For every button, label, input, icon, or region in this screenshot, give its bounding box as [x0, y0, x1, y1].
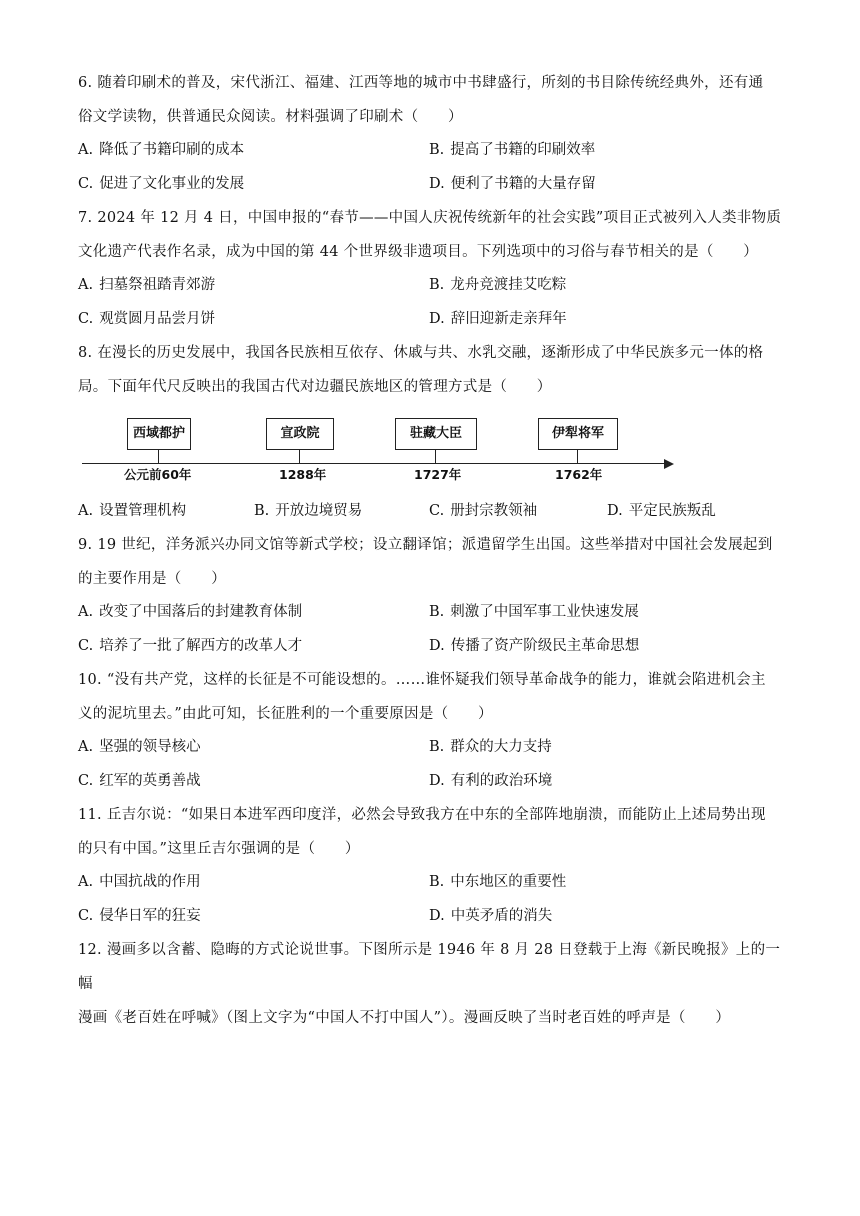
question-line: 7. 2024 年 12 月 4 日，中国申报的“春节——中国人庆祝传统新年的社会实践”项目正式被列入人类非物质 [78, 210, 782, 226]
timeline-tick [158, 450, 159, 464]
option-text: 有利的政治环境 [450, 773, 553, 789]
option-text: 刺激了中国军事工业快速发展 [450, 604, 639, 620]
option-text: 改变了中国落后的封建教育体制 [99, 604, 303, 620]
question-line: 漫画《老百姓在呼喊》（图上文字为“中国人不打中国人”）。漫画反映了当时老百姓的呼声是（ ） [78, 1010, 731, 1026]
timeline-box-4: 伊犁将军 [538, 418, 618, 450]
option-text: 辞旧迎新走亲拜年 [450, 311, 567, 327]
question-12-stem [78, 933, 783, 1035]
option-label: B. [254, 503, 270, 519]
question-10-options-row-2 [78, 764, 783, 798]
question-10-stem [78, 663, 783, 731]
option-a[interactable] [78, 494, 186, 528]
option-text: 中英矛盾的消失 [450, 908, 553, 924]
option-label: D. [607, 503, 623, 519]
option-text: 红军的英勇善战 [99, 773, 201, 789]
question-7-stem [78, 201, 783, 269]
option-b[interactable] [429, 865, 566, 899]
question-line: 义的泥坑里去。”由此可知，长征胜利的一个重要原因是（ ） [78, 706, 493, 722]
option-label: A. [78, 739, 94, 755]
option-label: D. [429, 311, 445, 327]
question-8-stem [78, 336, 783, 404]
option-d[interactable] [429, 629, 639, 663]
question-9-stem [78, 528, 783, 596]
option-label: A. [78, 142, 94, 158]
option-label: D. [429, 908, 445, 924]
option-label: A. [78, 604, 94, 620]
option-c[interactable] [78, 302, 215, 336]
option-b[interactable] [429, 133, 595, 167]
timeline-box-2: 宣政院 [266, 418, 334, 450]
option-b[interactable] [429, 730, 552, 764]
question-7-options-row-1 [78, 268, 783, 302]
option-label: B. [429, 739, 445, 755]
timeline-date-4: 1762年 [555, 467, 603, 482]
option-label: D. [429, 773, 445, 789]
question-line: 俗文学读物，供普通民众阅读。材料强调了印刷术（ ） [78, 109, 463, 125]
timeline-tick [299, 450, 300, 464]
question-9-options-row-1 [78, 595, 783, 629]
option-c[interactable] [78, 764, 201, 798]
option-a[interactable] [78, 133, 244, 167]
option-c[interactable] [78, 899, 201, 933]
question-line: 9. 19 世纪，洋务派兴办同文馆等新式学校；设立翻译馆；派遣留学生出国。这些举措对中国社会发展起到 [78, 537, 773, 553]
option-label: C. [78, 908, 94, 924]
option-label: C. [429, 503, 445, 519]
option-text: 坚强的领导核心 [99, 739, 201, 755]
timeline-box-1: 西域都护 [127, 418, 191, 450]
option-a[interactable] [78, 730, 201, 764]
option-label: C. [78, 311, 94, 327]
question-7-options-row-2 [78, 302, 783, 336]
question-11-stem [78, 798, 783, 866]
question-11-options-row-1 [78, 865, 783, 899]
question-6-stem [78, 66, 783, 134]
question-11-options-row-2 [78, 899, 783, 933]
question-line: 10. “没有共产党，这样的长征是不可能设想的。……谁怀疑我们领导革命战争的能力，谁就会陷进机会主 [78, 672, 766, 688]
option-text: 促进了文化事业的发展 [99, 176, 245, 192]
option-d[interactable] [429, 167, 596, 201]
question-line: 局。下面年代尺反映出的我国古代对边疆民族地区的管理方式是（ ） [78, 379, 552, 395]
question-line: 12. 漫画多以含蓄、隐晦的方式论说世事。下图所示是 1946 年 8 月 28 日登载于上海《新民晚报》上的一幅 [78, 942, 781, 992]
option-label: C. [78, 176, 94, 192]
option-d[interactable] [429, 899, 552, 933]
question-10-options-row-1 [78, 730, 783, 764]
option-a[interactable] [78, 865, 201, 899]
option-b[interactable] [254, 494, 362, 528]
question-8-options-row [78, 494, 783, 528]
question-line: 的只有中国。”这里丘吉尔强调的是（ ） [78, 841, 360, 857]
question-line: 8. 在漫长的历史发展中，我国各民族相互依存、休戚与共、水乳交融，逐渐形成了中华民族多元一体的格 [78, 345, 764, 361]
option-c[interactable] [429, 494, 537, 528]
option-label: C. [78, 773, 94, 789]
option-text: 平定民族叛乱 [628, 503, 716, 519]
timeline-date-1: 公元前60年 [124, 467, 192, 482]
option-label: B. [429, 142, 445, 158]
timeline-box-3: 驻藏大臣 [395, 418, 477, 450]
option-label: A. [78, 277, 94, 293]
option-text: 侵华日军的狂妄 [99, 908, 201, 924]
option-a[interactable] [78, 595, 302, 629]
question-6-options-row-2 [78, 167, 783, 201]
option-label: B. [429, 874, 445, 890]
option-text: 群众的大力支持 [450, 739, 552, 755]
option-label: B. [429, 604, 445, 620]
timeline-date-3: 1727年 [414, 467, 462, 482]
option-label: B. [429, 277, 445, 293]
option-text: 观赏圆月品尝月饼 [99, 311, 216, 327]
option-label: A. [78, 503, 94, 519]
option-c[interactable] [78, 629, 302, 663]
timeline-date-2: 1288年 [279, 467, 327, 482]
option-d[interactable] [607, 494, 716, 528]
option-c[interactable] [78, 167, 244, 201]
option-text: 培养了一批了解西方的改革人才 [99, 638, 303, 654]
option-text: 中东地区的重要性 [450, 874, 567, 890]
option-d[interactable] [429, 302, 567, 336]
option-text: 降低了书籍印刷的成本 [99, 142, 245, 158]
option-text: 提高了书籍的印刷效率 [450, 142, 596, 158]
question-line: 11. 丘吉尔说：“如果日本进军西印度洋，必然会导致我方在中东的全部阵地崩溃，而能防止上述局势出现 [78, 807, 766, 823]
option-label: A. [78, 874, 94, 890]
option-d[interactable] [429, 764, 552, 798]
option-b[interactable] [429, 268, 566, 302]
question-9-options-row-2 [78, 629, 783, 663]
option-text: 设置管理机构 [99, 503, 187, 519]
question-line: 文化遗产代表作名录，成为中国的第 44 个世界级非遗项目。下列选项中的习俗与春节相关的是（ ） [78, 244, 759, 260]
option-text: 册封宗教领袖 [450, 503, 538, 519]
option-b[interactable] [429, 595, 639, 629]
option-text: 开放边境贸易 [275, 503, 363, 519]
question-line: 的主要作用是（ ） [78, 571, 226, 587]
option-text: 中国抗战的作用 [99, 874, 201, 890]
question-line: 6. 随着印刷术的普及，宋代浙江、福建、江西等地的城市中书肆盛行，所刻的书目除传统经典外，还有通 [78, 75, 764, 91]
option-text: 传播了资产阶级民主革命思想 [450, 638, 640, 654]
option-a[interactable] [78, 268, 215, 302]
timeline-tick [435, 450, 436, 464]
option-text: 便利了书籍的大量存留 [450, 176, 596, 192]
option-label: D. [429, 638, 445, 654]
timeline-arrow [664, 459, 674, 469]
option-label: D. [429, 176, 445, 192]
timeline-figure [82, 408, 682, 488]
question-6-options-row-1 [78, 133, 783, 167]
timeline-tick [577, 450, 578, 464]
option-text: 龙舟竞渡挂艾吃粽 [450, 277, 567, 293]
option-text: 扫墓祭祖踏青郊游 [99, 277, 216, 293]
option-label: C. [78, 638, 94, 654]
